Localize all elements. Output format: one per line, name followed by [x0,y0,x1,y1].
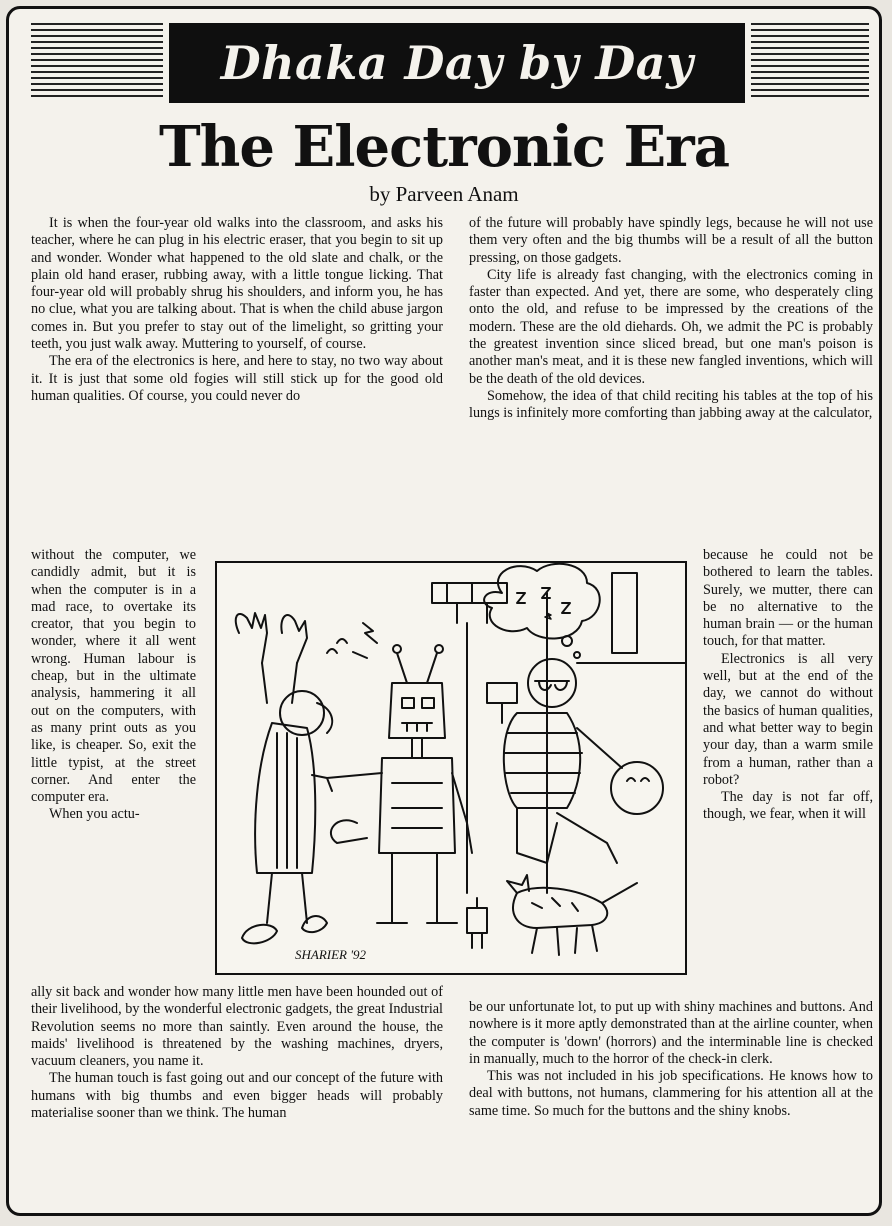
paragraph: City life is already fast changing, with the electronics coming in faster than expected. And yet, there are some, who desperately cling onto the old, and refuse to be impressed by the creations of the modern. These are the old diehards. Oh, we admit the PC is probably the greatest invention since sliced bread, but one man's poison is another man's meat, and it is these new fangled inventions, which will be the death of the old devices. [469,266,873,387]
paragraph: Somehow, the idea of that child reciting his tables at the top of his lungs is infinitely more comforting than jabbing away at the calculator, [469,387,873,422]
paragraph: This was not included in his job specifications. He knows how to deal with buttons, not humans, clammering for his attention all at the same time. So much for the buttons and the shiny knobs. [469,1068,873,1119]
robot-figure [312,623,472,923]
cartoon-illustration [215,561,687,975]
paragraph: Electronics is all very well, but at the end of the day, we cannot do without the basics of human qualities, and what better way to begin your day, than a warm smile from a human, rather than a robot? [703,650,873,788]
banner-rule-right [751,23,869,101]
right-column-bottom [469,999,873,1120]
left-column-top [31,215,443,405]
paragraph: The era of the electronics is here, and here to stay, no two way about it. It is just that some old fogies will still stick up for the good old human qualities. Of course, you could never do [31,353,443,404]
paragraph: be our unfortunate lot, to put up with shiny machines and buttons. And nowhere is it more aptly demonstrated than at the airline counter, when the computer is 'down' (horrors) and the interminable line is checked in manually, much to the horror of the check-in clerk. [469,999,873,1067]
thought-bubble [484,564,600,658]
toy-robot-and-cat [467,875,637,955]
left-column-narrow [31,547,196,824]
right-column-narrow [703,547,873,824]
section-banner-text: Dhaka Day by Day [220,36,694,90]
cartoon-signature: SHARIER '92 [295,947,367,962]
paragraph: When you actu- [49,806,140,823]
paragraph: The day is not far off, though, we fear, when it will [703,789,873,823]
banner-rule-left [31,23,163,101]
article-headline: The Electronic Era [159,114,729,180]
left-column-bottom [31,984,443,1122]
newspaper-clipping [6,6,882,1216]
article-byline: by Parveen Anam [369,182,519,206]
paragraph: of the future will probably have spindly legs, because he will not use them very often and the big thumbs will be a result of all the button pressing, on those gadgets. [469,215,873,266]
paragraph: It is when the four-year old walks into the classroom, and asks his teacher, where he can plug in his electric eraser, that you begin to sit up and wonder. Wonder what happened to the old slate and chalk, or the plain old hand eraser, rubbing away, with a little tongue licking. That four-year old will probably shrug his shoulders, and inform you, he has no clue, what you are talking about. That is when the child abuse jargon comes in. But you prefer to stay out of the limelight, so gritting your teeth, you just walk away. Muttering to yourself, of course. [31,215,443,353]
seated-thief-figure [504,659,663,863]
paragraph: because he could not be bothered to learn the tables. Surely, we mutter, there can be no alternative to the human brain — or the human touch, for that matter. [703,547,873,650]
paragraph: without the computer, we candidly admit, but it is when the computer is in a mad race, to overtake its creator, that you begin to wonder, where it all went wrong. Human labour is cheap, but in the ultimate analysis, hammering it all out on the computers, with as many print outs as you like, is cheaper. So, exit the little typist, at the street corner. And enter the computer era. [31,547,196,806]
right-column-top [469,215,873,423]
section-banner [169,23,745,103]
paragraph: ally sit back and wonder how many little men have been hounded out of their livelihood, by the wonderful electronic gadgets, the great Industrial Revolution seems no more than saintly. Even around the house, the maids' livelihood is threatened by the washing machines, dryers, vacuum cleaners, you name it. [31,984,443,1070]
paragraph: The human touch is fast going out and our concept of the future with humans with big thumbs and even bigger heads will probably materialise sooner than we think. The human [31,1070,443,1122]
